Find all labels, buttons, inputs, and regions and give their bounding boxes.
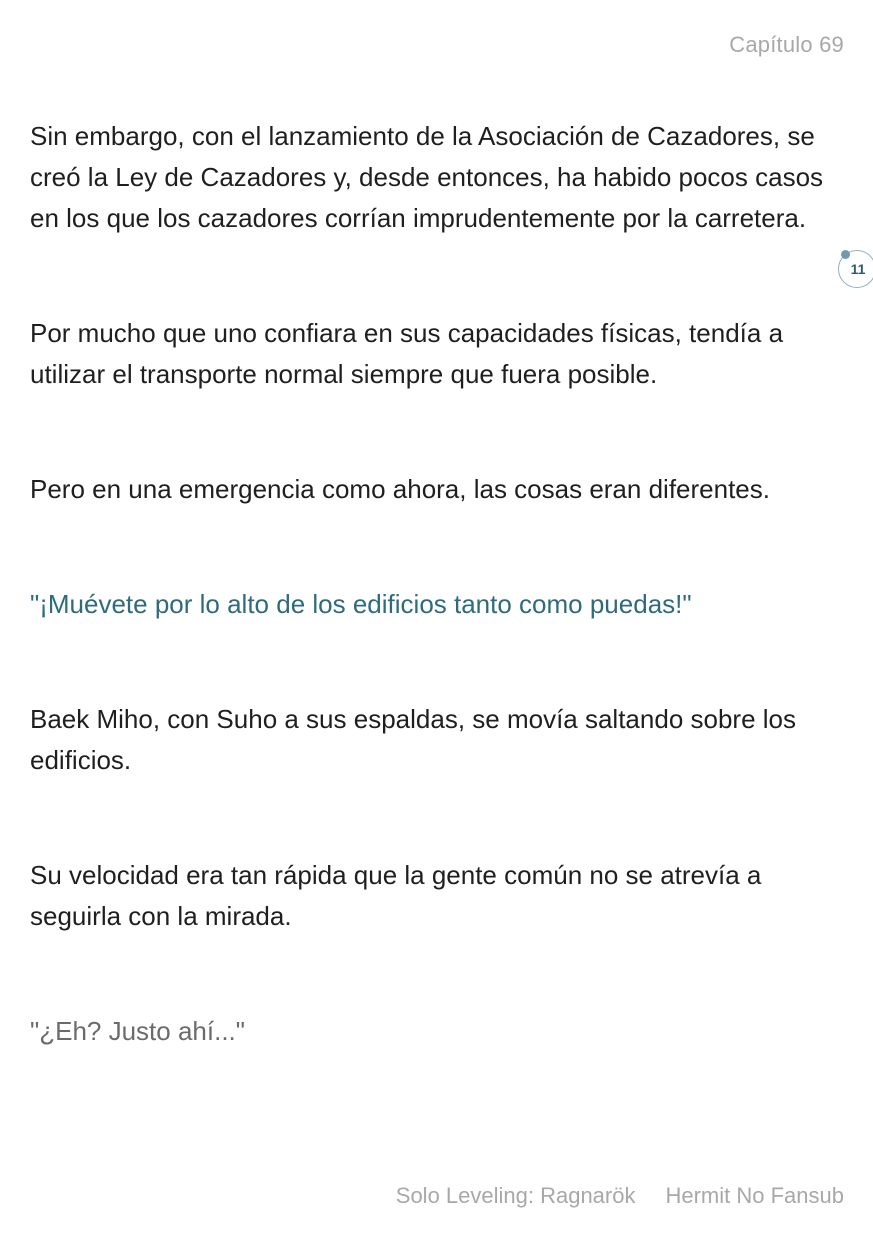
paragraph: Por mucho que uno confiara en sus capacidades físicas, tendía a utilizar el transporte normal siempre que fuera posible. — [30, 318, 784, 389]
paragraph: Su velocidad era tan rápida que la gente común no se atrevía a seguirla con la mirada. — [30, 860, 762, 931]
dialog-line: "¿Eh? Justo ahí..." — [30, 1016, 246, 1046]
translator-credit: Hermit No Fansub — [665, 1183, 844, 1208]
book-title: Solo Leveling: Ragnarök — [395, 1183, 636, 1208]
comment-count: 11 — [850, 261, 866, 277]
comment-count-icon — [841, 250, 850, 259]
chapter-label: Capítulo 69 — [729, 32, 844, 57]
reading-content — [30, 116, 850, 1052]
dialog-line: "¡Muévete por lo alto de los edificios tanto como puedas!" — [30, 589, 692, 619]
paragraph: Baek Miho, con Suho a sus espaldas, se movía saltando sobre los edificios. — [30, 704, 796, 775]
paragraph: Pero en una emergencia como ahora, las cosas eran diferentes. — [30, 474, 770, 504]
footer — [396, 1183, 844, 1209]
paragraph-comment-badge[interactable] — [838, 250, 873, 288]
paragraph: Sin embargo, con el lanzamiento de la Asociación de Cazadores, se creó la Ley de Cazadores y, desde entonces, ha habido pocos casos en los que los cazadores corrían imprudentemente por la carretera. — [30, 121, 824, 233]
